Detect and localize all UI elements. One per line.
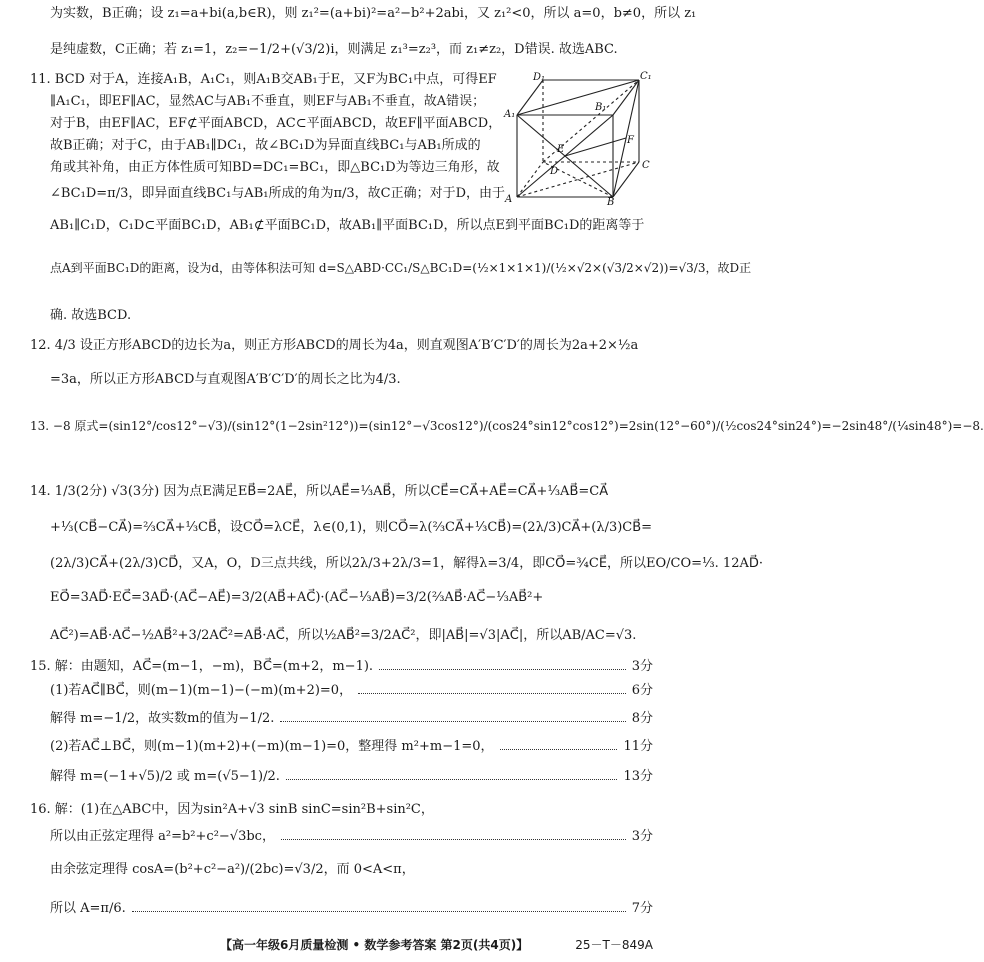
page-footer (50, 936, 653, 953)
cube-edge (517, 80, 543, 115)
q12-line: 12. 4/3 设正方形ABCD的边长为a，则正方形ABCD的周长为4a，则直观图A′B′C′D′的周长为2a+2×½a (30, 338, 639, 353)
score-points: 13分 (623, 769, 653, 784)
q16-row (50, 900, 653, 917)
q15-row (50, 738, 653, 755)
label-d1: D₁ (533, 72, 546, 83)
q15-row (50, 682, 653, 699)
q11-line: AB₁∥C₁D，C₁D⊂平面BC₁D，AB₁⊄平面BC₁D，故AB₁∥平面BC₁D，所以点E到平面BC₁D的距离等于 (50, 218, 645, 233)
segment-ef (565, 138, 626, 156)
q11-line: ∥A₁C₁，即EF∥AC，显然AC与AB₁不垂直，则EF与AB₁不垂直，故A错误； (50, 94, 486, 109)
q15-text: 15. 解：由题知，AC⃗=(m−1，−m)，BC⃗=(m+2，m−1). (30, 659, 374, 674)
q15-text: (1)若AC⃗∥BC⃗，则(m−1)(m−1)−(−m)(m+2)=0， (50, 683, 353, 698)
dot-leader (281, 828, 626, 840)
q15-text: 解得 m=−1/2，故实数m的值为−1/2. (50, 711, 275, 726)
q11-answer: 11. BCD (30, 72, 85, 87)
q13-line: 13. −8 原式=(sin12°/cos12°−√3)/(sin12°(1−2sin²12°))=(sin12°−√3cos12°)/(cos24°sin12°cos12°)=2sin(12°−60°)/(½cos24°sin24°)=−2sin48°/(¼sin48°)=−8. (30, 419, 984, 433)
score-points: 11分 (623, 739, 653, 754)
label-f: F (627, 135, 634, 146)
dot-leader (286, 768, 618, 780)
q15-text: (2)若AC⃗⊥BC⃗，则(m−1)(m+2)+(−m)(m−1)=0，整理得 m²+m−1=0， (50, 739, 494, 754)
score-points: 6分 (631, 683, 653, 698)
q15-row (50, 768, 653, 785)
q15-row (50, 710, 653, 727)
dot-leader (500, 738, 618, 750)
dot-leader (280, 710, 625, 722)
q11-line (30, 72, 501, 88)
label-b1: B₁ (595, 102, 607, 113)
label-a1: A₁ (504, 109, 516, 120)
footer-title: 【高一年级6月质量检测 • 数学参考答案 第2页(共4页)】 (220, 938, 529, 952)
cube-figure (503, 70, 653, 208)
score-points: 3分 (631, 829, 653, 844)
q14-line: EO⃗=3AD⃗·EC⃗=3AD⃗·(AC⃗−AE⃗)=3/2(AB⃗+AC⃗)·(AC⃗−⅓AB⃗)=3/2(⅔AB⃗·AC⃗−⅓AB⃗²+ (50, 590, 544, 605)
q15-text: 解得 m=(−1+√5)/2 或 m=(√5−1)/2. (50, 769, 280, 784)
q11-line: ∠BC₁D=π/3，即异面直线BC₁与AB₁所成的角为π/3，故C正确；对于D，由于 (50, 186, 506, 201)
q14-line: +⅓(CB⃗−CA⃗)=⅔CA⃗+⅓CB⃗，设CO⃗=λCE⃗，λ∈(0,1)，则CO⃗=λ(⅔CA⃗+⅓CB⃗)=(2λ/3)CA⃗+(λ/3)CB⃗= (50, 520, 653, 535)
q11-line: 点A到平面BC₁D的距离，设为d，由等体积法可知 d=S△ABD·CC₁/S△BC₁D=(½×1×1×1)/(½×√2×(√3/2×√2))=√3/3，故D正 (50, 261, 752, 275)
cube-diagram (503, 70, 653, 208)
text-line: 为实数，B正确；设 z₁=a+bi(a,b∈R)，则 z₁²=(a+bi)²=a²−b²+2abi，又 z₁²<0，所以 a=0，b≠0，所以 z₁ (50, 6, 697, 21)
label-b: B (607, 197, 615, 208)
q14-line: (2λ/3)CA⃗+(2λ/3)CD⃗，又A，O，D三点共线，所以2λ/3+2λ/3=1，解得λ=3/4，即CO⃗=¾CE⃗，所以EO/CO=⅓. 12AD⃗· (50, 556, 763, 571)
dot-leader (379, 658, 626, 670)
diagonal-a1c1 (517, 80, 639, 115)
score-points: 7分 (631, 901, 653, 916)
score-points: 3分 (631, 659, 653, 674)
dot-leader (358, 682, 626, 694)
q11-line: 确. 故选BCD. (50, 308, 132, 323)
label-e: E (557, 144, 565, 155)
q16-line: 由余弦定理得 cosA=(b²+c²−a²)/(2bc)=√3/2，而 0<A<π， (50, 862, 415, 877)
q16-row (50, 828, 653, 845)
q14-line: 14. 1/3(2分) √3(3分) 因为点E满足EB⃗=2AE⃗，所以AE⃗=⅓AB⃗，所以CE⃗=CA⃗+AE⃗=CA⃗+⅓AB⃗=CA⃗ (30, 484, 609, 499)
footer-code: 25－T－849A (575, 938, 653, 952)
q11-line: 故B正确；对于C，由于AB₁∥DC₁，故∠BC₁D为异面直线BC₁与AB₁所成的 (50, 138, 481, 153)
text-line: 是纯虚数，C正确；若 z₁=1，z₂=−1/2+(√3/2)i，则满足 z₁³=z₂³，而 z₁≠z₂，D错误. 故选ABC. (50, 42, 618, 57)
dot-leader (132, 900, 626, 912)
q11-line: 对于B，由EF∥AC，EF⊄平面ABCD，AC⊂平面ABCD，故EF∥平面ABCD， (50, 116, 502, 131)
hidden-edge (517, 162, 543, 197)
score-points: 8分 (631, 711, 653, 726)
q11-line: 角或其补角，由正方体性质可知BD=DC₁=BC₁，即△BC₁D为等边三角形，故 (50, 160, 500, 175)
label-c1: C₁ (640, 71, 652, 82)
label-a: A (505, 194, 513, 205)
label-c: C (642, 160, 650, 171)
q16-text: 所以 A=π/6. (50, 901, 126, 916)
q16-text: 所以由正弦定理得 a²=b²+c²−√3bc， (50, 829, 275, 844)
q11-text: 对于A，连接A₁B，A₁C₁，则A₁B交AB₁于E，又F为BC₁中点，可得EF (89, 72, 497, 87)
q15-row (30, 658, 653, 675)
q14-line: AC⃗²)=AB⃗·AC⃗−½AB⃗²+3/2AC⃗²=AB⃗·AC⃗，所以½AB⃗²=3/2AC⃗²，即|AB⃗|=√3|AC⃗|，所以AB/AC=√3. (50, 628, 637, 643)
q12-line: =3a，所以正方形ABCD与直观图A′B′C′D′的周长之比为4/3. (50, 372, 401, 387)
label-d: D (550, 166, 559, 177)
q16-line: 16. 解：(1)在△ABC中，因为sin²A+√3 sinB sinC=sin²B+sin²C， (30, 802, 434, 817)
